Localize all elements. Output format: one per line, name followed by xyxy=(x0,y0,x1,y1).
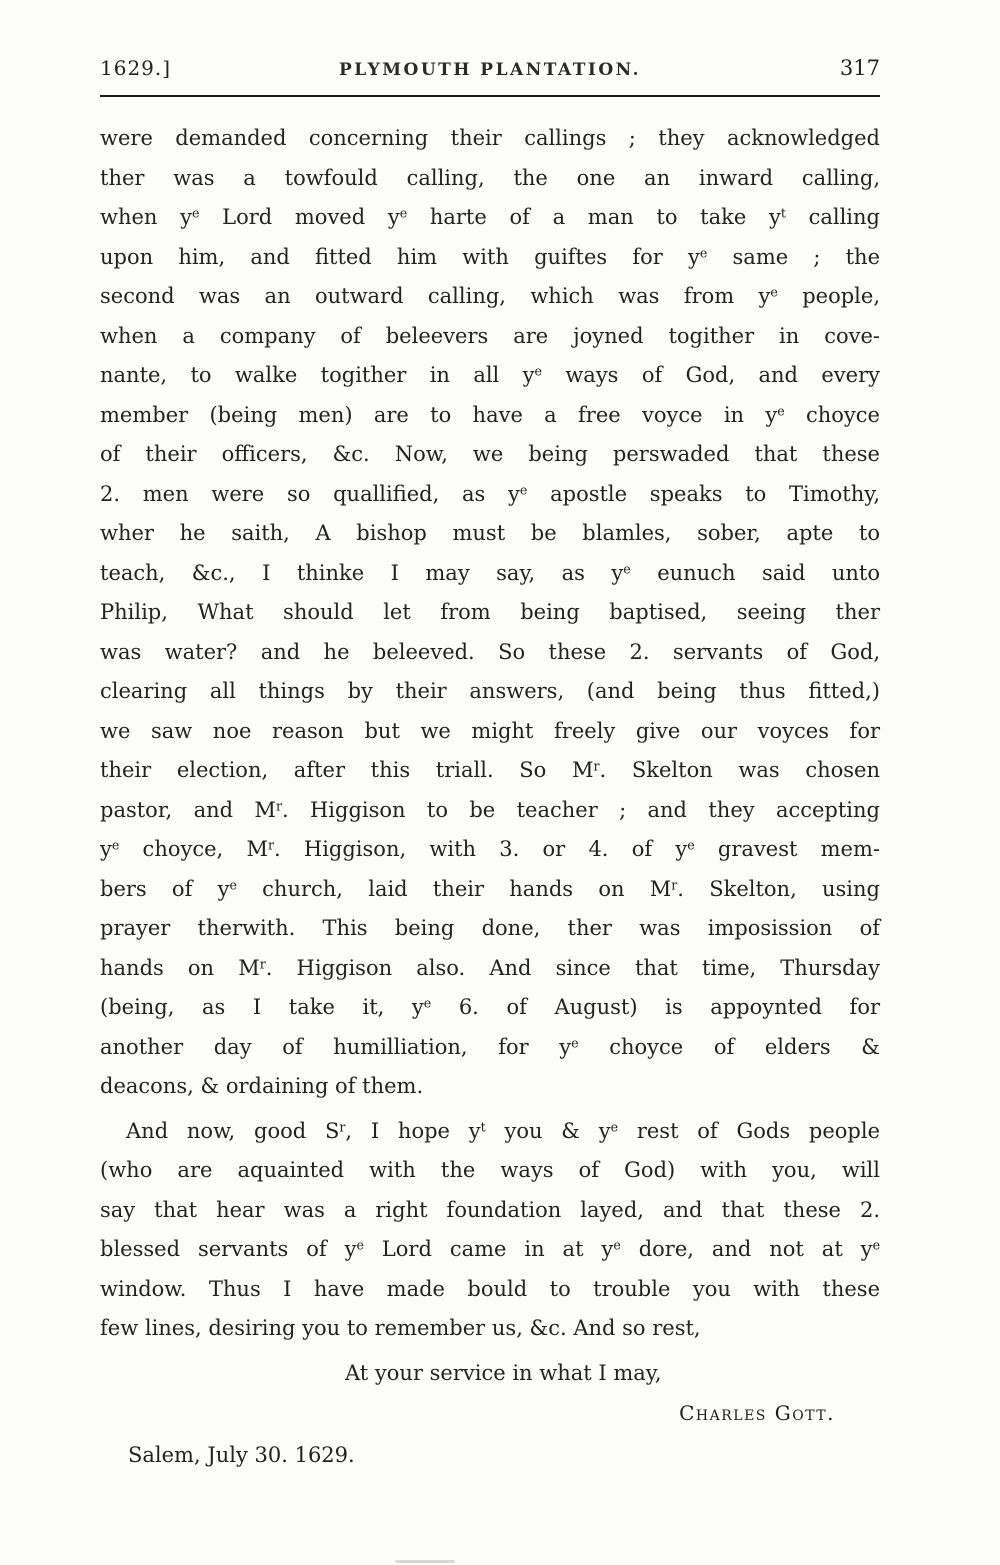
paragraph xyxy=(100,119,880,1107)
text-line: their election, after this triall. So $M^r$. Skelton was chosen xyxy=(100,758,880,782)
text-line: ther was a towfould calling, the one an inward calling, xyxy=(100,165,880,190)
text-line: was water? and he beleeved. So these 2. servants of God, xyxy=(100,639,880,664)
signature: Charles Gott. xyxy=(679,1400,835,1425)
text-line: member (being men) are to have a free voyce in $y^e$ choyce xyxy=(100,402,880,427)
scan-artifact xyxy=(395,1560,455,1563)
text-line: Philip, What should let from being baptised, seeing ther xyxy=(100,600,880,624)
text-line: say that hear was a right foundation layed, and that these 2. xyxy=(100,1197,880,1222)
text-line: bers of $y^e$ church, laid their hands on $M^r$. Skelton, using xyxy=(100,876,880,901)
header-rule xyxy=(100,95,880,97)
text-line: wher he saith, A bishop must be blamles, sober, apte to xyxy=(100,521,880,545)
dateline: Salem, July 30. 1629. xyxy=(128,1442,355,1467)
text-line: (who are aquainted with the ways of God) with you, will xyxy=(100,1158,880,1182)
text-line: 2. men were so quallified, as $y^e$ apostle speaks to Timothy, xyxy=(100,481,880,506)
text-line: window. Thus I have made bould to trouble you with these xyxy=(100,1276,880,1301)
text-line: And now, good $S^r$, I hope $y^t$ you & $y^e$ rest of Gods people xyxy=(126,1118,880,1143)
text-line: few lines, desiring you to remember us, &c. And so rest, xyxy=(100,1316,701,1340)
text-line: (being, as I take it, $y^e$ 6. of August) is appoynted for xyxy=(100,995,880,1019)
text-line: prayer therwith. This being done, ther was imposission of xyxy=(100,916,880,940)
text-line: when a company of beleevers are joyned togither in cove- xyxy=(100,323,880,348)
text-line: upon him, and fitted him with guiftes for $y^e$ same ; the xyxy=(100,244,880,269)
header-year: 1629.] xyxy=(100,56,172,80)
text-line: $y^e$ choyce, $M^r$. Higgison, with 3. or 4. of $y^e$ gravest mem- xyxy=(100,837,880,861)
paragraph xyxy=(100,1112,880,1349)
text-line: clearing all things by their answers, (and being thus fitted,) xyxy=(100,679,880,703)
text-line: teach, &c., I thinke I may say, as $y^e$ eunuch said unto xyxy=(100,560,880,585)
text-line: deacons, & ordaining of them. xyxy=(100,1074,424,1098)
text-line: blessed servants of $y^e$ Lord came in at $y^e$ dore, and not at $y^e$ xyxy=(100,1237,881,1261)
text-line: were demanded concerning their callings ; they acknowledged xyxy=(100,126,880,150)
page-header xyxy=(100,56,880,80)
text-line: we saw noe reason but we might freely give our voyces for xyxy=(100,718,880,743)
header-page-number: 317 xyxy=(839,56,880,80)
header-title: PLYMOUTH PLANTATION. xyxy=(338,60,642,80)
text-line: when $y^e$ Lord moved $y^e$ harte of a man to take $y^t$ calling xyxy=(100,205,880,229)
text-line: second was an outward calling, which was from $y^e$ people, xyxy=(100,284,880,308)
body-text xyxy=(100,119,880,1349)
text-line: pastor, and $M^r$. Higgison to be teacher ; and they accepting xyxy=(100,797,880,822)
valediction: At your service in what I may, xyxy=(345,1360,662,1385)
text-line: another day of humilliation, for $y^e$ choyce of elders & xyxy=(100,1034,881,1059)
text-line: of their officers, &c. Now, we being perswaded that these xyxy=(100,442,880,466)
text-line: hands on $M^r$. Higgison also. And since that time, Thursday xyxy=(100,955,880,980)
text-line: nante, to walke togither in all $y^e$ ways of God, and every xyxy=(100,363,880,387)
